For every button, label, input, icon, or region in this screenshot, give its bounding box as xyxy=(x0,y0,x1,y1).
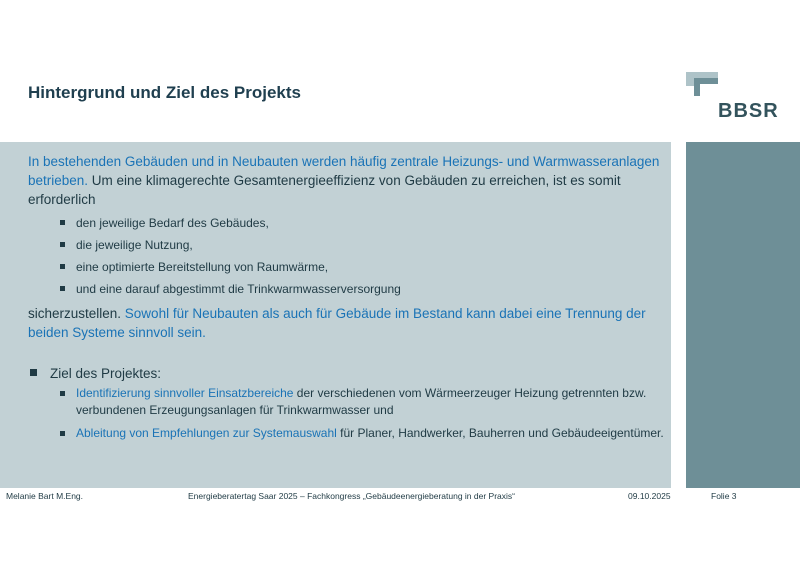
footer-date: 09.10.2025 xyxy=(628,491,671,501)
goal-text: für Planer, Handwerker, Bauherren und Gebäudeeigentümer. xyxy=(336,426,664,440)
conclusion-paragraph xyxy=(28,304,668,342)
logo-text: BBSR xyxy=(718,100,779,122)
list-item xyxy=(60,385,668,419)
list-item: eine optimierte Bereitstellung von Raumwärme, xyxy=(60,256,668,278)
goals-heading: Ziel des Projektes: xyxy=(28,364,668,383)
footer-author: Melanie Bart M.Eng. xyxy=(6,491,84,501)
list-item: die jeweilige Nutzung, xyxy=(60,234,668,256)
intro-highlight: In bestehenden Gebäuden und in Neubauten werden häufig zentrale Heizungs- und Warmwasseranlagen betrieben. xyxy=(28,154,660,188)
goal-highlight: Ableitung von Empfehlungen zur Systemauswahl xyxy=(76,426,337,440)
logo-square-white xyxy=(700,84,718,98)
intro-paragraph xyxy=(28,152,668,209)
goals-list xyxy=(28,385,668,442)
conclusion-text: sicherzustellen. xyxy=(28,306,122,321)
footer-event: Energieberatertag Saar 2025 – Fachkongress „Gebäudeenergieberatung in der Praxis“ xyxy=(188,491,515,501)
footer-slide-number: Folie 3 xyxy=(711,491,737,501)
intro-text: Um eine klimagerechte Gesamtenergieeffizienz von Gebäuden zu erreichen, ist es somit erforderlich xyxy=(28,173,621,207)
conclusion-highlight: Sowohl für Neubauten als auch für Gebäude im Bestand kann dabei eine Trennung der beiden Systeme sinnvoll sein. xyxy=(28,306,646,340)
requirements-list xyxy=(28,212,668,300)
slide-content xyxy=(28,152,668,448)
list-item xyxy=(60,425,668,442)
goal-highlight: Identifizierung sinnvoller Einsatzbereiche xyxy=(76,386,294,400)
goal-text: der verschiedenen vom Wärmeerzeuger Heizung getrennten bzw. verbundenen Erzeugungsanlagen für Trinkwarmwasser und xyxy=(76,386,647,417)
list-item: und eine darauf abgestimmt die Trinkwarmwasserversorgung xyxy=(60,278,668,300)
bbsr-logo xyxy=(686,72,786,122)
side-accent-bar xyxy=(686,142,800,488)
slide-title: Hintergrund und Ziel des Projekts xyxy=(28,83,301,102)
list-item: den jeweilige Bedarf des Gebäudes, xyxy=(60,212,668,234)
